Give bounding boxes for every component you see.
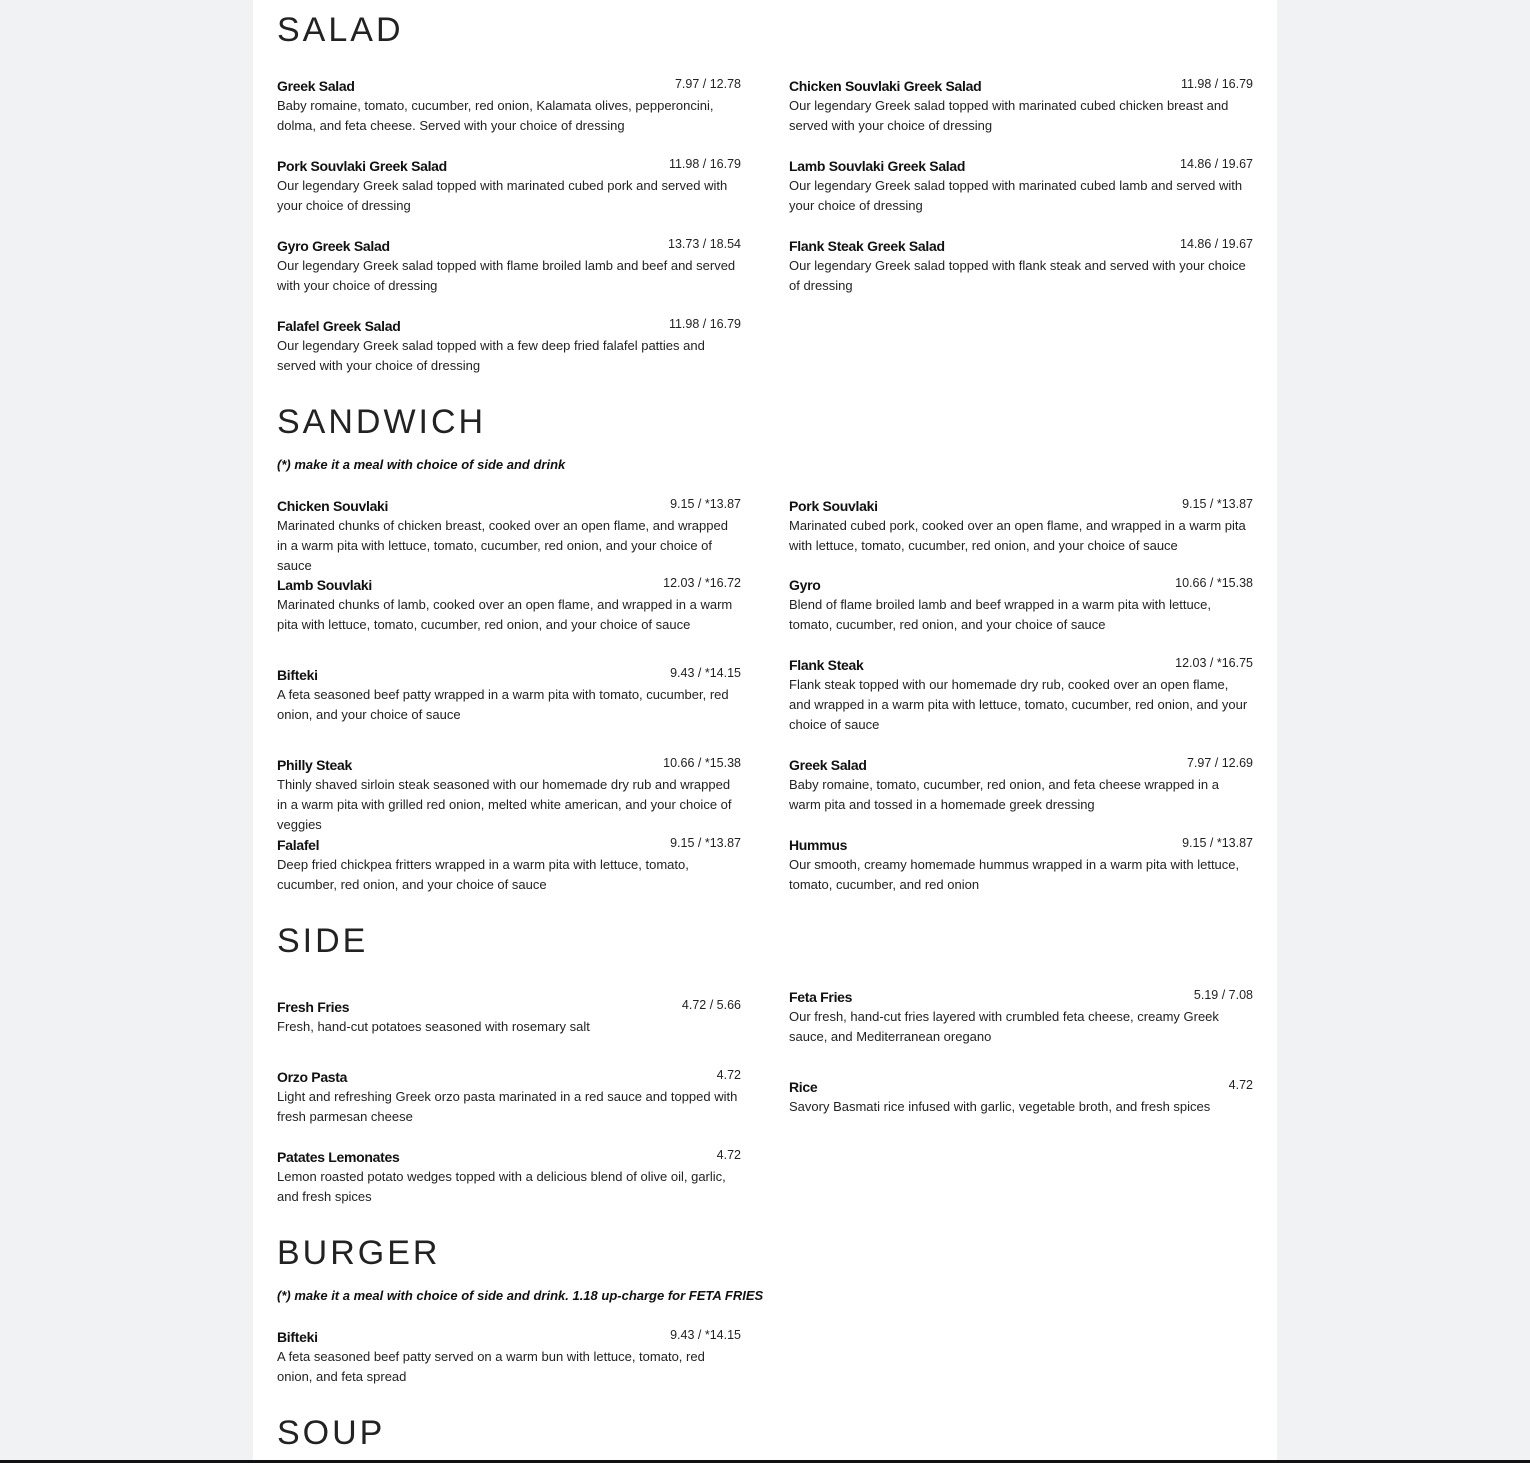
item-price: 12.03 / *16.75	[1175, 656, 1253, 670]
item-description: Our smooth, creamy homemade hummus wrapped in a warm pita with lettuce, tomato, cucumber, and red onion	[789, 857, 1240, 892]
item-description: Marinated cubed pork, cooked over an open flame, and wrapped in a warm pita with lettuce, tomato, cucumber, red onion, and your choice of sauce	[789, 518, 1246, 553]
menu-item	[789, 987, 1253, 1047]
item-name: Falafel Greek Salad	[277, 318, 401, 334]
menu-item	[789, 236, 1253, 296]
item-name: Orzo Pasta	[277, 1069, 348, 1085]
meal-note: (*) make it a meal with choice of side and drink. 1.18 up-charge for FETA FRIES	[277, 1288, 764, 1303]
item-description: Our fresh, hand-cut fries layered with crumbled feta cheese, creamy Greek sauce, and Mediterranean oregano	[789, 1009, 1219, 1044]
menu-item	[277, 1147, 741, 1207]
menu-item	[789, 655, 1253, 735]
menu-page	[253, 0, 1277, 1463]
item-price: 9.43 / *14.15	[670, 666, 741, 680]
item-name: Flank Steak	[789, 657, 864, 673]
menu-item	[277, 755, 741, 835]
item-description: Fresh, hand-cut potatoes seasoned with rosemary salt	[277, 1019, 590, 1034]
menu-item	[277, 665, 741, 725]
menu-item	[789, 575, 1253, 635]
menu-item	[789, 755, 1253, 815]
item-description: Light and refreshing Greek orzo pasta marinated in a red sauce and topped with fresh parmesan cheese	[277, 1089, 738, 1124]
item-name: Lamb Souvlaki	[277, 577, 372, 593]
item-price: 4.72 / 5.66	[681, 998, 741, 1012]
item-price: 9.15 / *13.87	[670, 497, 741, 511]
item-description: Deep fried chickpea fritters wrapped in a warm pita with lettuce, tomato, cucumber, red onion, and your choice of sauce	[277, 857, 689, 892]
item-description: Our legendary Greek salad topped with a few deep fried falafel patties and served with your choice of dressing	[277, 338, 705, 373]
item-description: Marinated chunks of chicken breast, cooked over an open flame, and wrapped in a warm pita with lettuce, tomato, cucumber, red onion, and your choice of sauce	[277, 518, 728, 573]
menu-item	[277, 156, 741, 216]
item-price: 5.19 / 7.08	[1193, 988, 1253, 1002]
item-description: Marinated chunks of lamb, cooked over an open flame, and wrapped in a warm pita with lettuce, tomato, cucumber, red onion, and your choice of sauce	[277, 597, 733, 632]
item-description: Baby romaine, tomato, cucumber, red onion, Kalamata olives, pepperoncini, dolma, and feta cheese. Served with your choice of dressing	[277, 98, 714, 133]
item-name: Greek Salad	[277, 78, 355, 94]
item-description: Our legendary Greek salad topped with marinated cubed lamb and served with your choice of dressing	[789, 178, 1243, 213]
item-name: Flank Steak Greek Salad	[789, 238, 945, 254]
menu-item	[277, 997, 741, 1037]
menu-item	[277, 1327, 741, 1387]
item-name: Hummus	[789, 837, 848, 853]
item-name: Rice	[789, 1079, 818, 1095]
item-price: 14.86 / 19.67	[1180, 237, 1253, 251]
item-name: Pork Souvlaki	[789, 498, 878, 514]
item-name: Chicken Souvlaki Greek Salad	[789, 78, 982, 94]
item-price: 4.72	[716, 1068, 741, 1082]
menu-item	[789, 76, 1253, 136]
item-name: Philly Steak	[277, 757, 352, 773]
menu-item	[789, 156, 1253, 216]
menu-item	[277, 76, 741, 136]
item-name: Gyro	[789, 577, 821, 593]
item-price: 10.66 / *15.38	[663, 756, 741, 770]
item-description: Our legendary Greek salad topped with flank steak and served with your choice of dressing	[789, 258, 1246, 293]
menu-item	[277, 835, 741, 895]
item-price: 7.97 / 12.78	[674, 77, 741, 91]
item-name: Feta Fries	[789, 989, 853, 1005]
item-price: 13.73 / 18.54	[668, 237, 741, 251]
menu-item	[789, 496, 1253, 556]
item-name: Lamb Souvlaki Greek Salad	[789, 158, 966, 174]
menu-item	[277, 316, 741, 376]
item-price: 11.98 / 16.79	[668, 157, 741, 171]
menu-item	[277, 1067, 741, 1127]
item-description: Blend of flame broiled lamb and beef wrapped in a warm pita with lettuce, tomato, cucumber, red onion, and your choice of sauce	[789, 597, 1212, 632]
menu-item	[789, 835, 1253, 895]
item-price: 9.43 / *14.15	[670, 1328, 741, 1342]
menu-item	[277, 496, 741, 576]
item-price: 4.72	[1228, 1078, 1253, 1092]
menu-item	[277, 236, 741, 296]
item-name: Bifteki	[277, 667, 318, 683]
item-name: Patates Lemonates	[277, 1149, 400, 1165]
item-name: Fresh Fries	[277, 999, 350, 1015]
item-name: Pork Souvlaki Greek Salad	[277, 158, 447, 174]
item-name: Chicken Souvlaki	[277, 498, 389, 514]
item-price: 11.98 / 16.79	[1180, 77, 1253, 91]
meal-note: (*) make it a meal with choice of side and drink	[277, 457, 566, 472]
item-description: Savory Basmati rice infused with garlic, vegetable broth, and fresh spices	[789, 1099, 1211, 1114]
item-price: 4.72	[716, 1148, 741, 1162]
item-price: 7.97 / 12.69	[1186, 756, 1253, 770]
section-title-salad: SALAD	[277, 11, 404, 49]
item-price: 9.15 / *13.87	[670, 836, 741, 850]
item-name: Bifteki	[277, 1329, 318, 1345]
item-description: Our legendary Greek salad topped with marinated cubed chicken breast and served with your choice of dressing	[789, 98, 1229, 133]
item-description: Thinly shaved sirloin steak seasoned with our homemade dry rub and wrapped in a warm pita with grilled red onion, melted white american, and your choice of veggies	[277, 777, 732, 832]
item-description: Our legendary Greek salad topped with flame broiled lamb and beef and served with your choice of dressing	[277, 258, 736, 293]
item-price: 12.03 / *16.72	[663, 576, 741, 590]
section-title-sandwich: SANDWICH	[277, 403, 487, 441]
item-description: Flank steak topped with our homemade dry rub, cooked over an open flame, and wrapped in a warm pita with lettuce, tomato, cucumber, red onion, and your choice of sauce	[789, 677, 1248, 732]
menu-item	[277, 575, 741, 635]
section-title-burger: BURGER	[277, 1234, 441, 1272]
item-description: Our legendary Greek salad topped with marinated cubed pork and served with your choice of dressing	[277, 178, 728, 213]
item-price: 14.86 / 19.67	[1180, 157, 1253, 171]
section-title-side: SIDE	[277, 922, 369, 960]
item-description: Baby romaine, tomato, cucumber, red onion, and feta cheese wrapped in a warm pita and tossed in a homemade greek dressing	[789, 777, 1219, 812]
item-description: A feta seasoned beef patty served on a warm bun with lettuce, tomato, red onion, and feta spread	[277, 1349, 705, 1384]
item-name: Greek Salad	[789, 757, 867, 773]
item-price: 11.98 / 16.79	[668, 317, 741, 331]
item-name: Gyro Greek Salad	[277, 238, 390, 254]
item-description: Lemon roasted potato wedges topped with a delicious blend of olive oil, garlic, and fresh spices	[277, 1169, 726, 1204]
item-price: 9.15 / *13.87	[1182, 497, 1253, 511]
item-description: A feta seasoned beef patty wrapped in a warm pita with tomato, cucumber, red onion, and your choice of sauce	[277, 687, 729, 722]
item-price: 10.66 / *15.38	[1175, 576, 1253, 590]
section-title-soup: SOUP	[277, 1414, 386, 1452]
menu-item	[789, 1077, 1253, 1117]
item-price: 9.15 / *13.87	[1182, 836, 1253, 850]
item-name: Falafel	[277, 837, 320, 853]
